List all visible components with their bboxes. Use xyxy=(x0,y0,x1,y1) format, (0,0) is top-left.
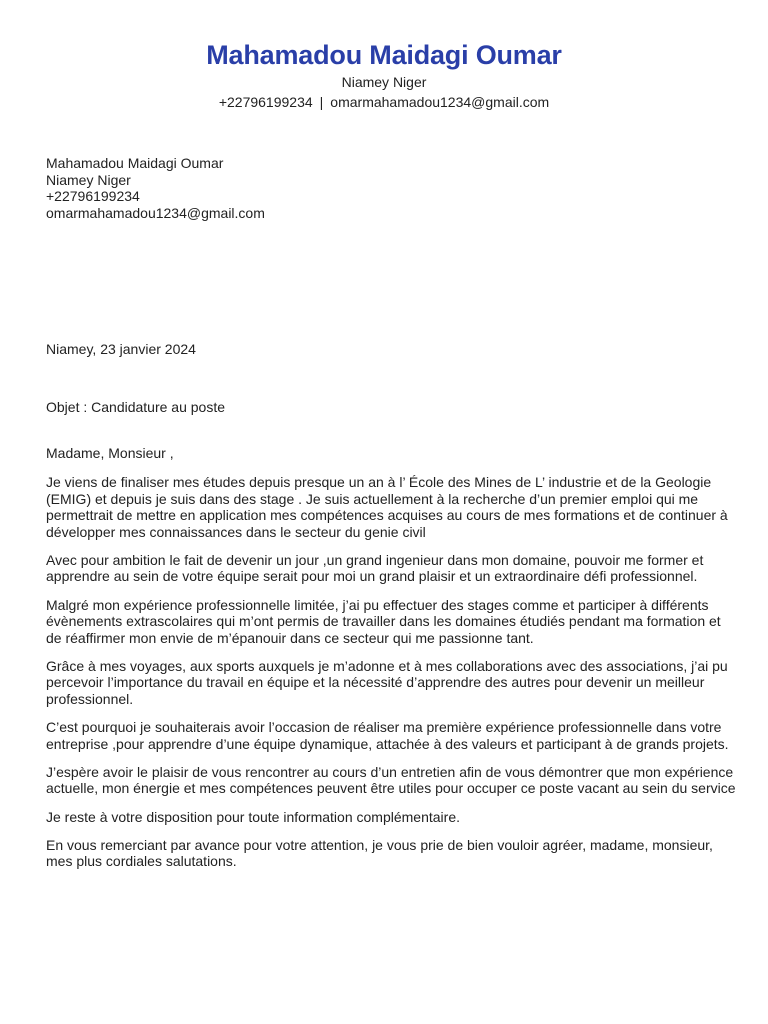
sender-phone: +22796199234 xyxy=(46,188,140,204)
letter-subject: Objet : Candidature au poste xyxy=(46,399,226,415)
body-paragraph: Malgré mon expérience professionnelle limitée, j’ai pu effectuer des stages comme et participer à différents évènements extrascolaires qui m’ont permis de travailler dans les domaines étudiés pendant ma formation et de réaffirmer mon envie de m’épanouir dans ce secteur qui me passionne tant. xyxy=(46,596,721,646)
letter-body xyxy=(46,474,736,881)
body-paragraph: J’espère avoir le plaisir de vous rencontrer au cours d’un entretien afin de vous démontrer que mon expérience actuelle, mon énergie et mes compétences peuvent être utiles pour occuper ce poste vacant au sein du service xyxy=(46,763,736,797)
body-paragraph: Grâce à mes voyages, aux sports auxquels je m’adonne et à mes collaborations avec des associations, j’ai pu percevoir l’importance du travail en équipe et la nécessité d’apprendre des autres pour devenir un meilleur professionnel. xyxy=(46,657,728,708)
sender-name: Mahamadou Maidagi Oumar xyxy=(46,155,224,171)
header-phone: +22796199234 xyxy=(218,94,313,110)
letter-header xyxy=(0,38,768,112)
body-paragraph: Avec pour ambition le fait de devenir un jour ,un grand ingenieur dans mon domaine, pouvoir me former et apprendre au sein de votre équipe serait pour moi un grand plaisir et un extraordinaire défi professionnel. xyxy=(46,551,704,585)
header-name: Mahamadou Maidagi Oumar xyxy=(206,40,562,70)
body-paragraph: Je reste à votre disposition pour toute information complémentaire. xyxy=(46,808,460,825)
sender-location: Niamey Niger xyxy=(46,171,131,188)
letter-date: Niamey, 23 janvier 2024 xyxy=(46,341,196,357)
header-separator: | xyxy=(319,94,324,110)
body-paragraph: En vous remerciant par avance pour votre attention, je vous prie de bien vouloir agréer, madame, monsieur, mes plus cordiales salutations. xyxy=(46,836,713,870)
body-paragraph: C’est pourquoi je souhaiterais avoir l’occasion de réaliser ma première expérience professionnelle dans votre entreprise ,pour apprendre d’une équipe dynamique, attachée à des valeurs et participant à de grands projets. xyxy=(46,719,729,752)
header-email: omarmahamadou1234@gmail.com xyxy=(330,94,550,110)
header-location: Niamey Niger xyxy=(341,74,427,90)
sender-email: omarmahamadou1234@gmail.com xyxy=(46,204,265,221)
body-paragraph: Je viens de finaliser mes études depuis presque un an à l’ École des Mines de L’ industrie et de la Geologie (EMIG) et depuis je suis dans des stage . Je suis actuellement à la recherche d’un premier emploi qui me permettrait de mettre en application mes compétences acquises au cours de mes formations et de continuer à développer mes connaissances dans le secteur du genie civil xyxy=(46,474,728,540)
letter-salutation: Madame, Monsieur , xyxy=(46,445,174,461)
header-contact xyxy=(0,92,768,112)
sender-block xyxy=(46,155,265,221)
